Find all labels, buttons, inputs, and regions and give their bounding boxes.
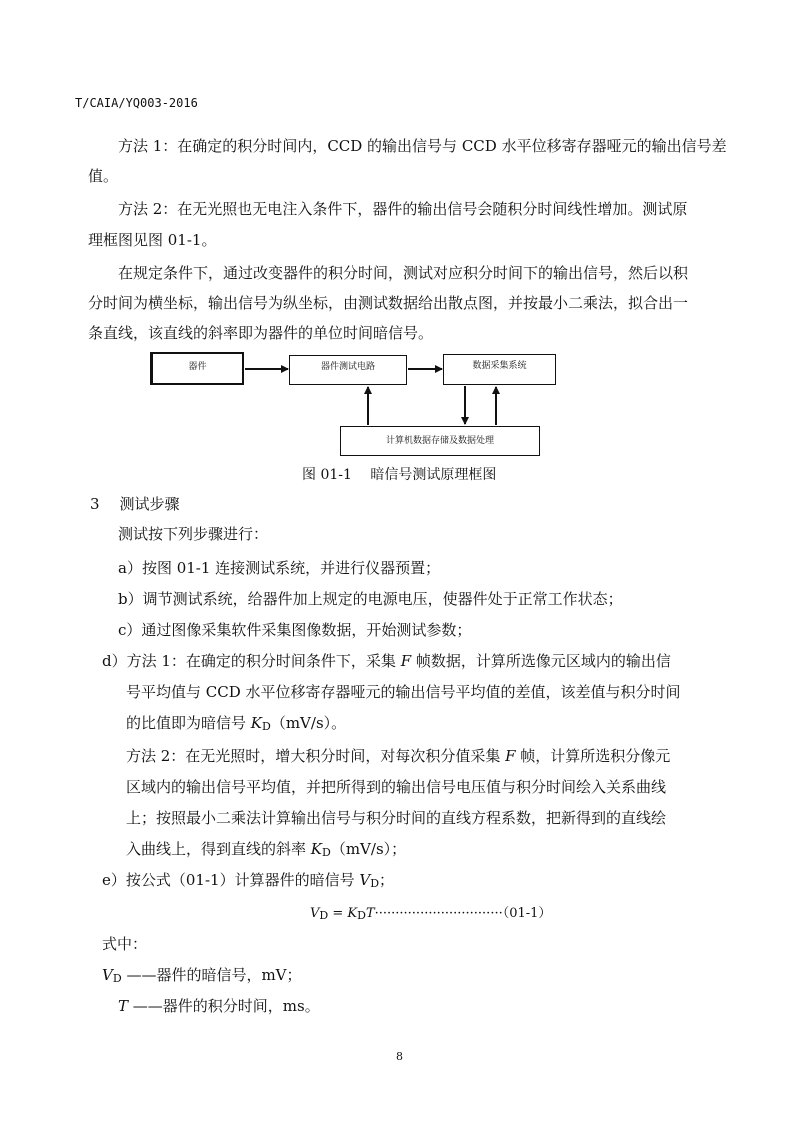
- step-b: b）调节测试系统，给器件加上规定的电源电压，使器件处于正常工作状态；: [118, 590, 623, 608]
- formula-k: K: [347, 906, 358, 921]
- box-data-acquisition: 数据采集系统: [443, 354, 556, 385]
- step-d-text-cont: 帧数据，计算所选像元区域内的输出信: [411, 652, 671, 670]
- rule-line2: 分时间为横坐标，输出信号为纵坐标，由测试数据给出散点图，并按最小二乘法，拟合出一: [88, 294, 689, 312]
- formula-sub-d2: D: [357, 909, 366, 922]
- box-computer: 计算机数据存储及数据处理: [340, 426, 540, 456]
- step-d-text: d）方法 1：在确定的积分时间条件下，采集: [102, 652, 401, 670]
- section-title: 测试步骤: [119, 495, 180, 513]
- section-number: 3: [90, 495, 100, 513]
- m2-text-cont: 帧，计算所选积分像元: [515, 747, 671, 765]
- step-d-line3: [126, 712, 346, 733]
- section-3-heading: [90, 493, 180, 514]
- step-e-text: e）按公式（01-1）计算器件的暗信号: [102, 871, 360, 889]
- step-d-text3: 的比值即为暗信号: [126, 714, 251, 732]
- step-d-line1: [102, 650, 671, 671]
- var-f: F: [400, 652, 412, 670]
- rule-line1: 在规定条件下，通过改变器件的积分时间，测试对应积分时间下的输出信号，然后以积: [118, 264, 689, 282]
- formula-t: T: [365, 906, 375, 921]
- var-k-2: K: [310, 840, 322, 858]
- page-number: 8: [396, 1050, 403, 1063]
- formula: [310, 902, 551, 922]
- step-a: a）按图 01-1 连接测试系统，并进行仪器预置；: [118, 559, 441, 577]
- formula-equals: =: [328, 906, 348, 921]
- diagram-arrows: [0, 0, 800, 470]
- step-d-line2: 号平均值与 CCD 水平位移寄存器哑元的输出信号平均值的差值，该差值与积分时间: [126, 683, 681, 701]
- def-t-symbol: T: [118, 997, 129, 1015]
- def-t: [118, 995, 320, 1016]
- step-d-method2-line2: 区域内的输出信号平均值，并把所得到的输出信号电压值与积分时间绘入关系曲线: [126, 778, 667, 796]
- step-d-method2-line1: [126, 745, 670, 766]
- step-d-method2-line3: 上；按照最小二乘法计算输出信号与积分时间的直线方程系数，把新得到的直线绘: [126, 809, 667, 827]
- method1-line1: 方法 1：在确定的积分时间内，CCD 的输出信号与 CCD 水平位移寄存器哑元的输出信号差: [118, 137, 727, 155]
- m2-text4: 入曲线上，得到直线的斜率: [126, 840, 311, 858]
- def-v-text: ——器件的暗信号，mV；: [121, 966, 302, 984]
- formula-v: V: [310, 906, 320, 921]
- var-v: V: [359, 871, 371, 889]
- sub-d-2: D: [322, 846, 331, 859]
- var-k: K: [250, 714, 262, 732]
- step-e-semicolon: ；: [379, 871, 395, 889]
- unit-mvs: （mV/s）。: [270, 714, 347, 732]
- def-v-sub: D: [112, 972, 122, 985]
- formula-leader-dots: ·······························: [374, 906, 503, 921]
- method1-line2: 值。: [88, 167, 119, 185]
- formula-sub-d: D: [319, 909, 329, 922]
- where-label: 式中：: [102, 935, 148, 953]
- sub-d-3: D: [370, 877, 380, 890]
- formula-number: （01-1）: [502, 906, 552, 921]
- step-d-method2-line4: [126, 838, 406, 859]
- box-device: 器件: [150, 352, 244, 385]
- method2-line2: 理框图见图 01-1。: [88, 231, 217, 249]
- step-e: [102, 869, 394, 890]
- def-t-text: ——器件的积分时间，ms。: [128, 997, 320, 1015]
- step-c: c）通过图像采集软件采集图像数据，开始测试参数；: [118, 621, 472, 639]
- document-header: T/CAIA/YQ003-2016: [75, 96, 198, 110]
- method2-line1: 方法 2：在无光照也无电注入条件下，器件的输出信号会随积分时间线性增加。测试原: [118, 200, 688, 218]
- sub-d: D: [262, 720, 271, 733]
- rule-line3: 条直线，该直线的斜率即为器件的单位时间暗信号。: [88, 324, 434, 342]
- figure-caption: 图 01-1 暗信号测试原理框图: [302, 467, 497, 483]
- steps-intro: 测试按下列步骤进行：: [118, 525, 269, 543]
- m2-text: 方法 2：在无光照时，增大积分时间，对每次积分值采集: [126, 747, 506, 765]
- def-v: [102, 964, 302, 985]
- var-f-2: F: [505, 747, 516, 765]
- def-v-symbol: V: [102, 966, 113, 984]
- unit-mvs-2: （mV/s）；: [330, 840, 407, 858]
- box-test-circuit: 器件测试电路: [289, 355, 407, 385]
